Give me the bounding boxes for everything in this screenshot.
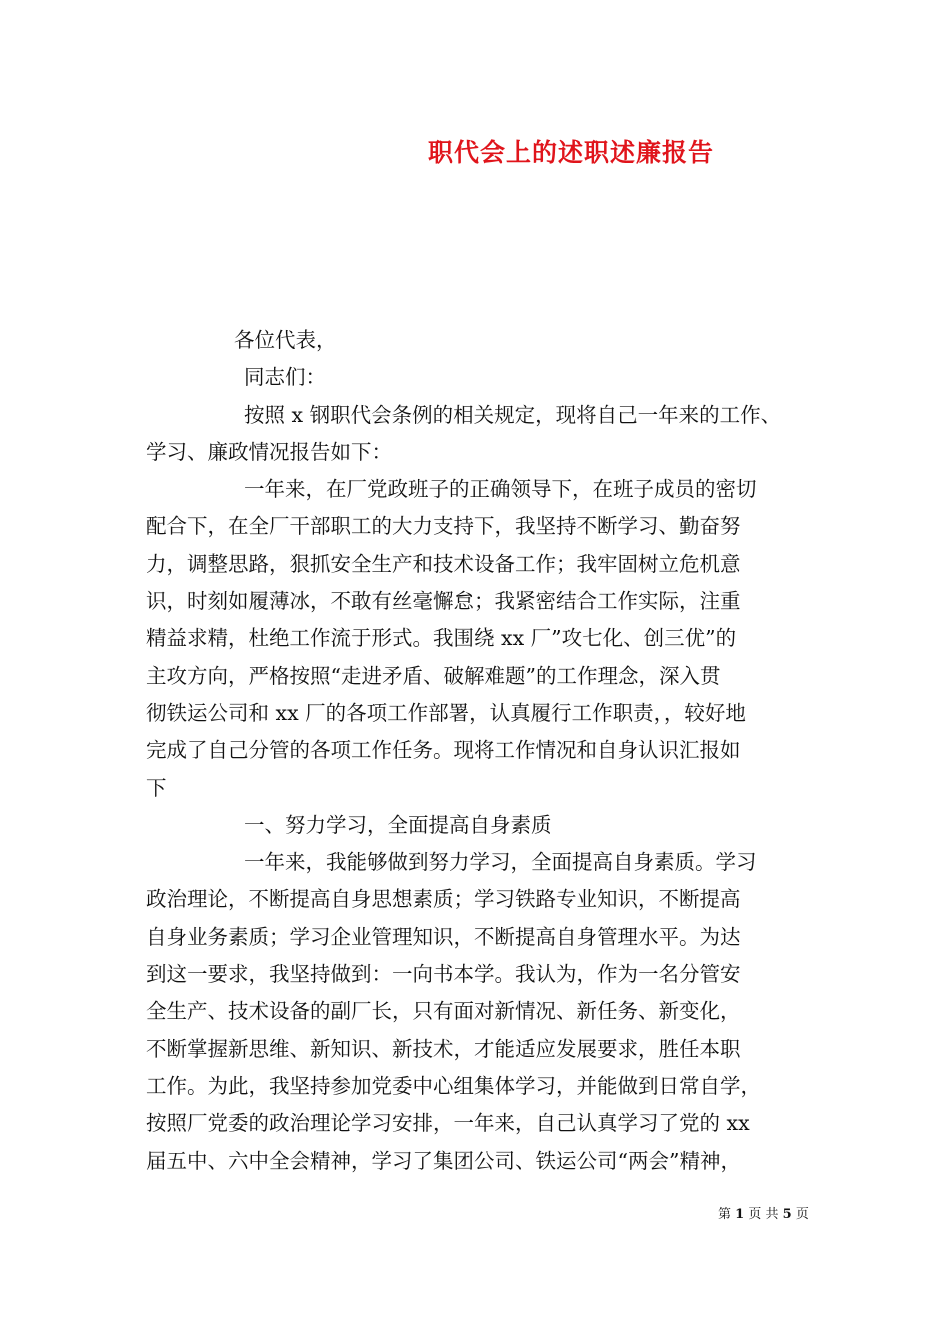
paragraph-line: 彻铁运公司和 xx 厂的各项工作部署，认真履行工作职责，，较好地: [146, 700, 746, 725]
paragraph-line: 主攻方向，严格按照“走进矛盾、破解难题”的工作理念，深入贯: [146, 663, 721, 688]
paragraph-line: 下: [146, 775, 167, 800]
paragraph-line: 识，时刻如履薄冰，不敢有丝毫懈怠；我紧密结合工作实际，注重: [146, 589, 741, 614]
document-body: [146, 322, 810, 1180]
paragraph-line: 到这一要求，我坚持做到：一向书本学。我认为，作为一名分管安: [146, 962, 741, 987]
paragraph-line: 全生产、技术设备的副厂长，只有面对新情况、新任务、新变化，: [146, 999, 741, 1024]
paragraph-line: 力，调整思路，狠抓安全生产和技术设备工作；我牢固树立危机意: [146, 551, 741, 576]
section-heading: 一、努力学习，全面提高自身素质: [244, 812, 552, 837]
footer-total-pages: 5: [782, 1207, 792, 1222]
greeting-line: 同志们：: [244, 365, 326, 390]
paragraph-line: 届五中、六中全会精神，学习了集团公司、铁运公司“两会”精神，: [146, 1148, 741, 1173]
paragraph-line: 政治理论，不断提高自身思想素质；学习铁路专业知识，不断提高: [146, 887, 741, 912]
paragraph-line: 一年来，在厂党政班子的正确领导下，在班子成员的密切: [244, 477, 757, 502]
greeting-line: 各位代表，: [234, 328, 337, 352]
footer-suffix: 页: [795, 1207, 809, 1222]
paragraph-line: 精益求精，杜绝工作流于形式。我围绕 xx 厂”攻七化、创三优”的: [146, 626, 737, 651]
paragraph-line: 配合下，在全厂干部职工的大力支持下，我坚持不断学习、勤奋努: [146, 514, 741, 539]
paragraph-line: 学习、廉政情况报告如下：: [146, 439, 392, 464]
paragraph-line: 自身业务素质；学习企业管理知识，不断提高自身管理水平。为达: [146, 924, 741, 949]
document-title: 职代会上的述职述廉报告: [428, 138, 715, 167]
page-footer: [718, 1203, 809, 1222]
footer-prefix: 第: [718, 1207, 732, 1222]
footer-middle: 页 共: [748, 1207, 779, 1222]
paragraph-line: 一年来，我能够做到努力学习，全面提高自身素质。学习: [244, 850, 757, 875]
paragraph-line: 按照 x 钢职代会条例的相关规定，现将自己一年来的工作、: [244, 402, 782, 427]
paragraph-line: 按照厂党委的政治理论学习安排，一年来，自己认真学习了党的 xx: [146, 1111, 750, 1136]
footer-page-number: 1: [735, 1207, 745, 1222]
paragraph-line: 完成了自己分管的各项工作任务。现将工作情况和自身认识汇报如: [146, 738, 741, 763]
paragraph-line: 工作。为此，我坚持参加党委中心组集体学习，并能做到日常自学，: [146, 1073, 761, 1098]
paragraph-line: 不断掌握新思维、新知识、新技术，才能适应发展要求，胜任本职: [146, 1036, 741, 1061]
